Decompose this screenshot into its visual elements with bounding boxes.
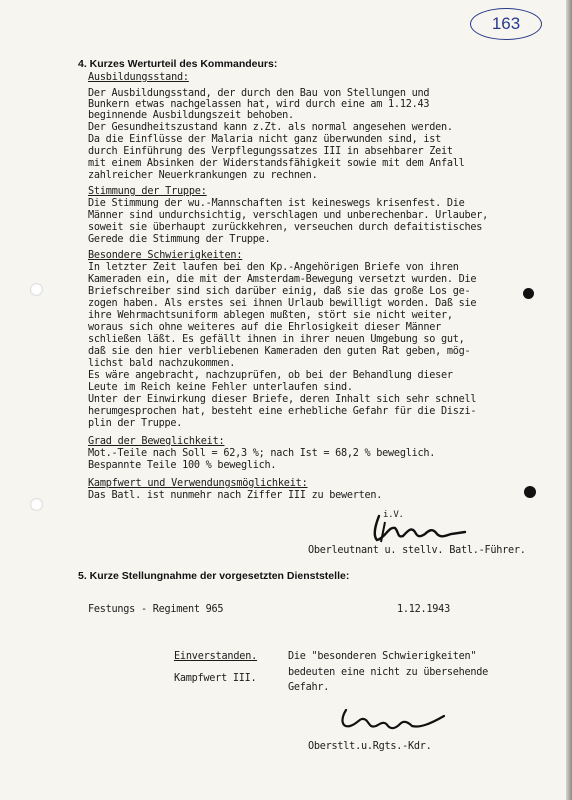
text-line: soweit sie überhaupt zurückkehren, verseuchen durch defaitistisches: [88, 222, 483, 233]
text-line: durch Einführung des Verpflegungssatzes III in absehbarer Zeit: [88, 146, 453, 157]
stimmung-title: Stimmung der Truppe:: [88, 186, 207, 197]
remark-line: Gefahr.: [288, 682, 330, 693]
remark-line: bedeuten eine nicht zu übersehende: [288, 667, 489, 678]
text-line: mit einem Absinken der Widerstandsfähigkeit sowie mit dem Anfall: [88, 158, 465, 169]
text-line: Gerede die Stimmung der Truppe.: [88, 234, 271, 245]
text-line: beginnende Ausbildungszeit behoben.: [88, 110, 294, 121]
punch-hole: [30, 498, 43, 511]
text-line: Der Gesundheitszustand kann z.Zt. als normal angesehen werden.: [88, 122, 453, 133]
text-line: Die Stimmung der wu.-Mannschaften ist keineswegs krisenfest. Die: [88, 198, 465, 209]
text-line: In letzter Zeit laufen bei den Kp.-Angehörigen Briefe von ihren: [88, 262, 459, 273]
kampfwert-title: Kampfwert und Verwendungsmöglichkeit:: [88, 478, 308, 489]
text-line: Bespannte Teile 100 % beweglich.: [88, 460, 277, 471]
ink-blot: [524, 486, 536, 498]
text-line: Da die Einflüsse der Malaria nicht ganz überwunden sind, ist: [88, 134, 442, 145]
text-line: Der Ausbildungsstand, der durch den Bau von Stellungen und: [88, 88, 430, 99]
text-line: Kameraden ein, die mit der Amsterdam-Bewegung versetzt wurden. Die: [88, 274, 477, 285]
schwierigkeiten-title: Besondere Schwierigkeiten:: [88, 250, 243, 261]
kampfwert-note: Kampfwert III.: [174, 673, 257, 684]
page-number-stamp: 163: [470, 8, 542, 40]
text-line: Unter der Einwirkung dieser Briefe, deren Inhalt sich sehr schnell: [88, 394, 477, 405]
text-line: Briefschreiber sind sich darüber einig, daß sie das große Los ge-: [88, 286, 471, 297]
ink-blot: [523, 288, 534, 299]
remark-line: Die "besonderen Schwierigkeiten": [288, 651, 477, 662]
text-line: Männer sind undurchsichtig, verschlagen und unberechenbar. Urlauber,: [88, 210, 489, 221]
punch-hole: [30, 283, 43, 296]
unit-name: Festungs - Regiment 965: [88, 604, 224, 615]
text-line: zogen haben. Als erstes sei ihnen Urlaub bewilligt worden. Daß sie: [88, 298, 477, 309]
regiment-commander-signature: [330, 700, 450, 736]
text-line: Bunkern etwas nachgelassen hat, wird durch eine am 1.12.43: [88, 99, 430, 110]
date: 1.12.1943: [397, 604, 450, 615]
text-line: woraus sich ohne weiteres auf die Ehrlosigkeit dieser Männer: [88, 322, 442, 333]
text-line: Das Batl. ist nunmehr nach Ziffer III zu bewerten.: [88, 490, 383, 501]
section-5-heading: 5. Kurze Stellungnahme der vorgesetzten Dienststelle:: [78, 570, 350, 582]
text-line: lichst bald nachzukommen.: [88, 358, 236, 369]
text-line: Leute im Reich keine Fehler unterlaufen sind.: [88, 382, 353, 393]
agreed-note: Einverstanden.: [174, 651, 258, 662]
text-line: Es wäre angebracht, nachzuprüfen, ob bei der Behandlung dieser: [88, 370, 453, 381]
text-line: Mot.-Teile nach Soll = 62,3 %; nach Ist = 68,2 % beweglich.: [88, 448, 436, 459]
text-line: plin der Truppe.: [88, 418, 183, 429]
page-edge-shadow: [566, 0, 572, 800]
section-4-heading: 4. Kurzes Werturteil des Kommandeurs:: [78, 58, 278, 70]
iv-mark: i.V.: [383, 510, 404, 520]
commander-signature: [355, 508, 470, 548]
text-line: daß sie den hier verbliebenen Kameraden den guten Rat geben, mög-: [88, 346, 471, 357]
regiment-commander-title: Oberstlt.u.Rgts.-Kdr.: [308, 741, 432, 752]
commander-title: Oberleutnant u. stellv. Batl.-Führer.: [308, 545, 526, 556]
text-line: zahlreicher Neuerkrankungen zu rechnen.: [88, 170, 318, 181]
beweglichkeit-title: Grad der Beweglichkeit:: [88, 436, 225, 447]
text-line: ihre Wehrmachtsuniform ablegen mußten, stört sie nicht weiter,: [88, 310, 453, 321]
text-line: schließen läßt. Es gefällt ihnen in ihrer neuen Umgebung so gut,: [88, 334, 465, 345]
text-line: herumgesprochen hat, besteht eine erhebliche Gefahr für die Diszi-: [88, 406, 477, 417]
ausbildung-title: Ausbildungsstand:: [88, 72, 189, 83]
